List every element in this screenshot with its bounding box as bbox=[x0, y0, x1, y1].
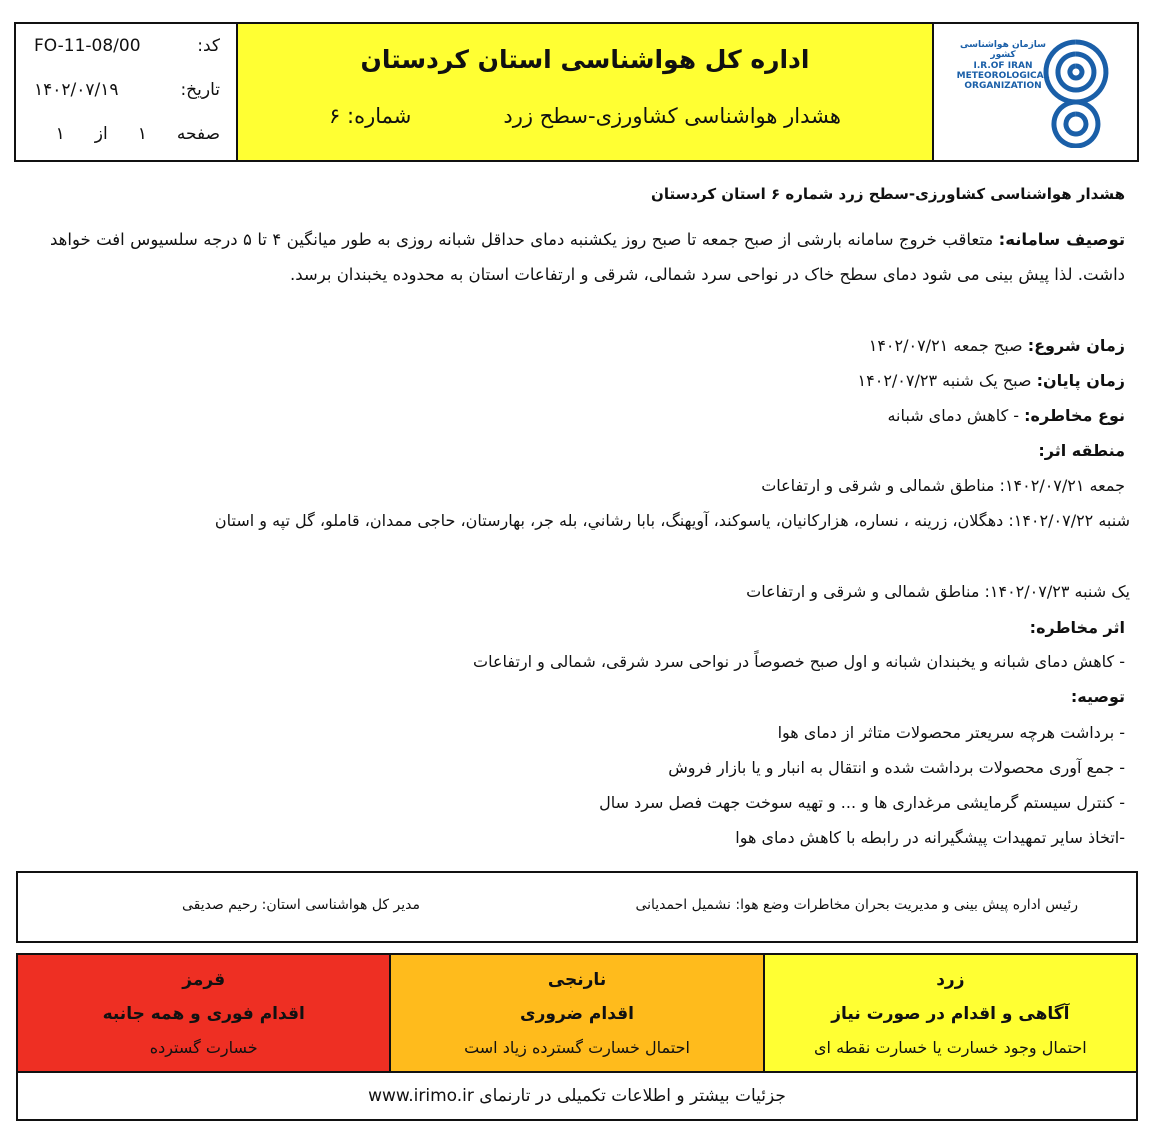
system-description-label: توصیف سامانه: bbox=[998, 230, 1126, 249]
date-value: ۱۴۰۲/۰۷/۱۹ bbox=[34, 80, 119, 100]
level-name: زرد bbox=[936, 969, 965, 990]
system-description bbox=[50, 222, 1125, 292]
hazard-effect-text: - کاهش دمای شبانه و یخبندان شبانه و اول صبح خصوصاً در نواحی سرد شرقی، شمالی و ارتفاعات bbox=[473, 652, 1125, 671]
system-description-text: متعاقب خروج سامانه بارشی از صبح جمعه تا صبح روز یکشنبه دمای حداقل شبانه روزی به طور میانگین ۴ تا ۵ درجه سلسیوس افت خواهد داشت. لذا پیش بینی می شود دمای سطح خاک در نواحی سرد شمالی، شرقی و ارتفاعات استان به محدوده یخبندان برسد. bbox=[50, 230, 1125, 284]
hazard-type-value: - کاهش دمای شبانه bbox=[887, 406, 1025, 425]
level-description: احتمال وجود خسارت یا خسارت نقطه ای bbox=[814, 1037, 1087, 1057]
hazard-type-label: نوع مخاطره: bbox=[1024, 406, 1125, 425]
end-time bbox=[858, 371, 1125, 390]
level-orange bbox=[389, 955, 762, 1071]
logo-text-fa: سازمان هواشناسی کشور bbox=[959, 40, 1046, 61]
page-current: ۱ bbox=[137, 124, 147, 144]
level-action: اقدام ضروری bbox=[520, 1003, 634, 1024]
impact-area-sunday: یک شنبه ۱۴۰۲/۰۷/۲۳: مناطق شمالی و شرقی و ارتفاعات bbox=[746, 582, 1130, 601]
advice-item: - برداشت هرچه سریعتر محصولات متاثر از دمای هوا bbox=[777, 723, 1125, 742]
advice-label: توصیه: bbox=[1070, 687, 1125, 706]
level-action: اقدام فوری و همه جانبه bbox=[102, 1003, 305, 1024]
code-value: FO-11-08/00 bbox=[34, 36, 141, 56]
logo-text-en1: I.R.OF IRAN bbox=[973, 60, 1033, 71]
start-time-label: زمان شروع: bbox=[1027, 336, 1125, 355]
document-header bbox=[14, 22, 1139, 162]
forecast-head-signature: رئیس اداره پیش بینی و مدیریت بحران مخاطرات وضع هوا: نشمیل احمدیانی bbox=[635, 897, 1078, 913]
level-description: خسارت گسترده bbox=[149, 1037, 258, 1057]
document-heading: هشدار هواشناسی کشاورزی-سطح زرد شماره ۶ استان کردستان bbox=[651, 185, 1125, 203]
advice-item: - کنترل سیستم گرمایشی مرغداری ها و ... و تهیه سوخت جهت فصل سرد سال bbox=[599, 793, 1125, 812]
start-time-value: صبح جمعه ۱۴۰۲/۰۷/۲۱ bbox=[868, 336, 1028, 355]
level-name: قرمز bbox=[182, 969, 226, 990]
header-subtitle-row bbox=[329, 104, 841, 128]
end-time-label: زمان پایان: bbox=[1036, 371, 1125, 390]
header-title-block bbox=[238, 24, 932, 160]
logo-text-en3: ORGANIZATION bbox=[964, 81, 1042, 92]
warning-level-legend bbox=[16, 953, 1138, 1073]
end-time-value: صبح یک شنبه ۱۴۰۲/۰۷/۲۳ bbox=[857, 371, 1037, 390]
logo-text-en2: METEOROLOGICAL bbox=[956, 71, 1050, 82]
footer bbox=[16, 1073, 1138, 1121]
document-meta bbox=[16, 24, 238, 160]
date-row bbox=[34, 82, 220, 126]
organization-logo bbox=[932, 24, 1137, 160]
warning-number: شماره: ۶ bbox=[329, 103, 412, 128]
advice-item: - جمع آوری محصولات برداشت شده و انتقال به انبار و یا بازار فروش bbox=[668, 758, 1125, 777]
level-red bbox=[18, 955, 389, 1071]
director-signature: مدیر کل هواشناسی استان: رحیم صدیقی bbox=[181, 897, 420, 913]
level-yellow bbox=[763, 955, 1136, 1071]
code-row bbox=[34, 38, 220, 82]
advice-item: -اتخاذ سایر تمهیدات پیشگیرانه در رابطه با کاهش دمای هوا bbox=[735, 828, 1125, 847]
level-action: آگاهی و اقدام در صورت نیاز bbox=[831, 1003, 1070, 1024]
hazard-type bbox=[887, 406, 1125, 425]
page-label: صفحه bbox=[176, 124, 220, 144]
impact-area-friday: جمعه ۱۴۰۲/۰۷/۲۱: مناطق شمالی و شرقی و ارتفاعات bbox=[761, 476, 1125, 495]
level-description: احتمال خسارت گسترده زیاد است bbox=[464, 1037, 690, 1057]
page-total: ۱ bbox=[55, 124, 65, 144]
meteorology-logo-icon bbox=[1041, 36, 1111, 148]
page-title: اداره کل هواشناسی استان کردستان bbox=[360, 44, 810, 74]
website-link[interactable]: www.irimo.ir bbox=[368, 1086, 474, 1106]
start-time bbox=[869, 336, 1125, 355]
hazard-effect-label: اثر مخاطره: bbox=[1029, 618, 1125, 637]
impact-area-saturday: شنبه ۱۴۰۲/۰۷/۲۲: دهگلان، زرینه ، نساره، هزارکانیان، یاسوکند، آویهنگ، بابا رشاني، بله جر، بهارستان، حاجی ممدان، قاملو، گل تپه و استان bbox=[214, 511, 1130, 530]
page-row bbox=[34, 126, 220, 170]
page-of: از bbox=[94, 124, 108, 144]
level-name: نارنجی bbox=[547, 969, 607, 990]
signature-box bbox=[16, 871, 1138, 943]
impact-area-label: منطقه اثر: bbox=[1038, 441, 1125, 460]
warning-subtitle: هشدار هواشناسی کشاورزی-سطح زرد bbox=[503, 103, 841, 128]
date-label: تاریخ: bbox=[180, 80, 220, 100]
footer-text: جزئیات بیشتر و اطلاعات تکمیلی در تارنمای bbox=[479, 1086, 786, 1106]
code-label: کد: bbox=[197, 36, 220, 56]
